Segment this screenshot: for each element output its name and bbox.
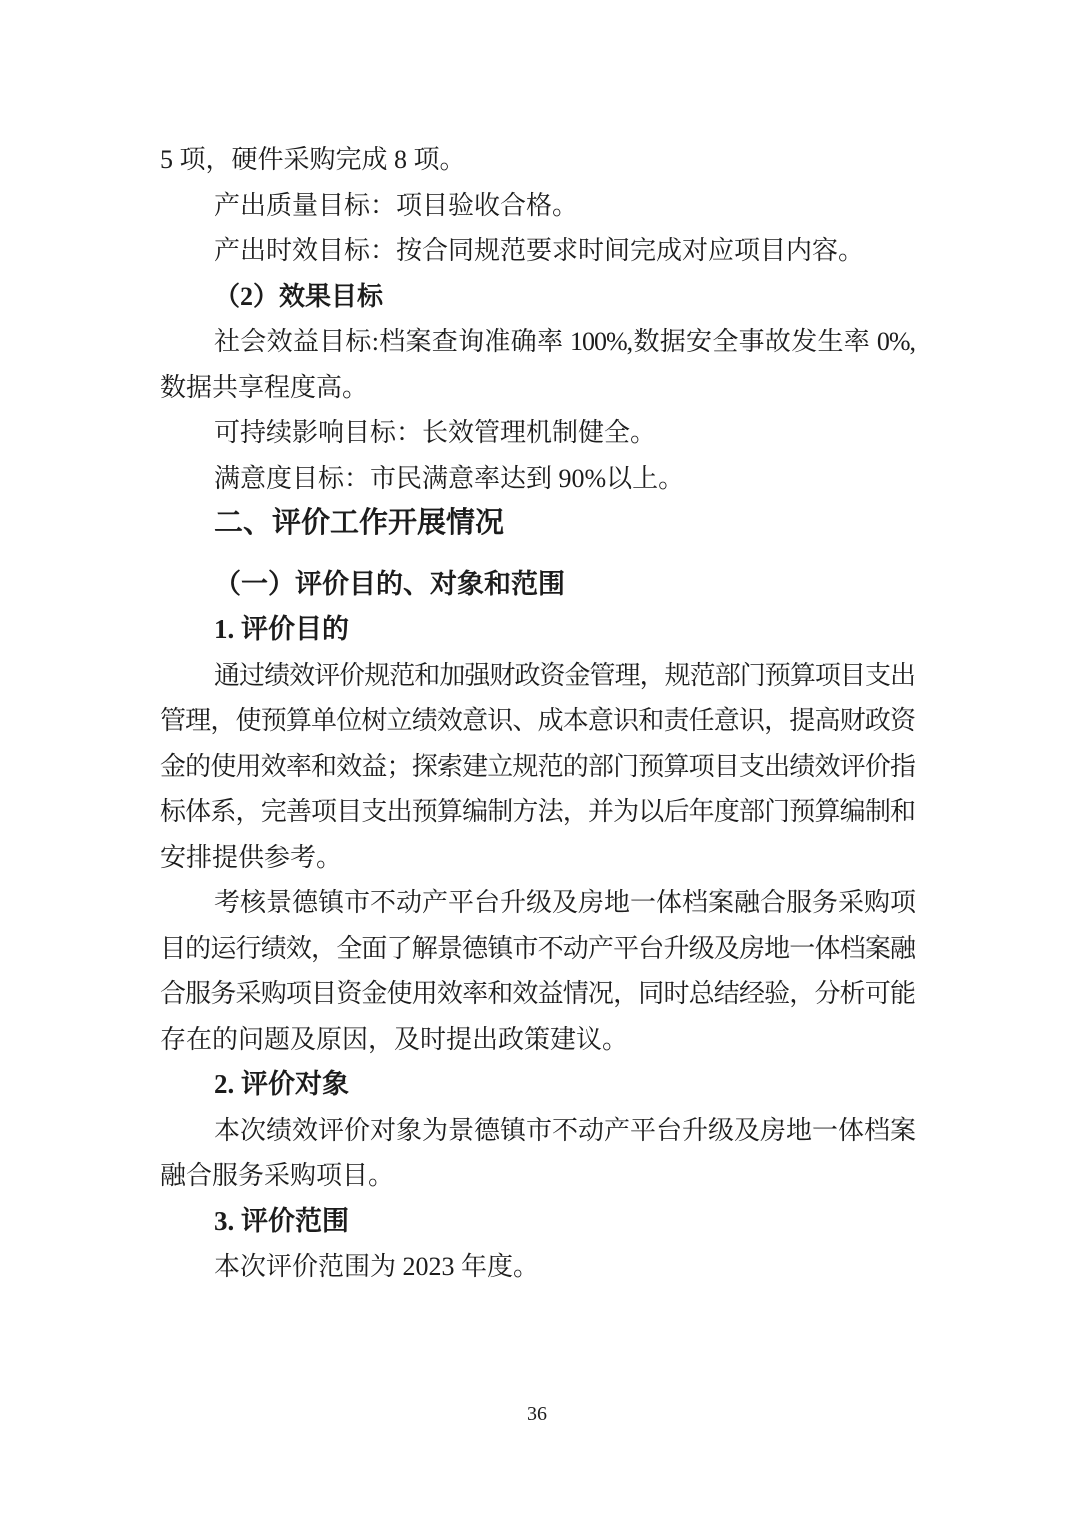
subheading-1-evaluation-purpose: 1. 评价目的 xyxy=(214,614,349,644)
subheading-2-evaluation-object: 2. 评价对象 xyxy=(214,1069,349,1099)
paragraph-line: 安排提供参考。 xyxy=(160,842,343,872)
subheading-purpose-object-scope: （一）评价目的、对象和范围 xyxy=(214,568,565,599)
paragraph-line: 数据共享程度高。 xyxy=(160,372,369,402)
document-body xyxy=(160,137,915,1290)
subheading-3-evaluation-scope: 3. 评价范围 xyxy=(214,1205,349,1236)
paragraph-line: 社会效益目标:档案查询准确率 100%,数据安全事故发生率 0%, xyxy=(214,327,915,356)
paragraph-line: 存在的问题及原因，及时提出政策建议。 xyxy=(160,1024,629,1054)
paragraph-line: 合服务采购项目资金使用效率和效益情况，同时总结经验，分析可能 xyxy=(160,979,915,1008)
paragraph-line: 产出质量目标：项目验收合格。 xyxy=(214,190,579,220)
paragraph-line: 目的运行绩效，全面了解景德镇市不动产平台升级及房地一体档案融 xyxy=(160,933,915,963)
paragraph-line: 金的使用效率和效益；探索建立规范的部门预算项目支出绩效评价指 xyxy=(160,751,915,781)
paragraph-line: 可持续影响目标：长效管理机制健全。 xyxy=(214,418,657,447)
subheading-effect-goals: （2）效果目标 xyxy=(214,281,384,311)
heading-section-2-evaluation-work: 二、评价工作开展情况 xyxy=(214,507,505,539)
paragraph-line: 考核景德镇市不动产平台升级及房地一体档案融合服务采购项 xyxy=(214,888,915,917)
paragraph-line: 本次绩效评价对象为景德镇市不动产平台升级及房地一体档案 xyxy=(214,1115,915,1145)
paragraph-line: 5 项，硬件采购完成 8 项。 xyxy=(160,145,466,174)
paragraph-line: 融合服务采购项目。 xyxy=(160,1161,395,1190)
paragraph-line: 产出时效目标：按合同规范要求时间完成对应项目内容。 xyxy=(214,236,865,265)
paragraph-line: 管理，使预算单位树立绩效意识、成本意识和责任意识，提高财政资 xyxy=(160,706,915,735)
paragraph-line: 本次评价范围为 2023 年度。 xyxy=(214,1252,540,1281)
paragraph-line: 满意度目标：市民满意率达到 90%以上。 xyxy=(214,463,685,493)
paragraph-line: 标体系，完善项目支出预算编制方法，并为以后年度部门预算编制和 xyxy=(160,797,915,826)
page-number: 36 xyxy=(527,1403,547,1425)
paragraph-line: 通过绩效评价规范和加强财政资金管理，规范部门预算项目支出 xyxy=(214,660,915,690)
